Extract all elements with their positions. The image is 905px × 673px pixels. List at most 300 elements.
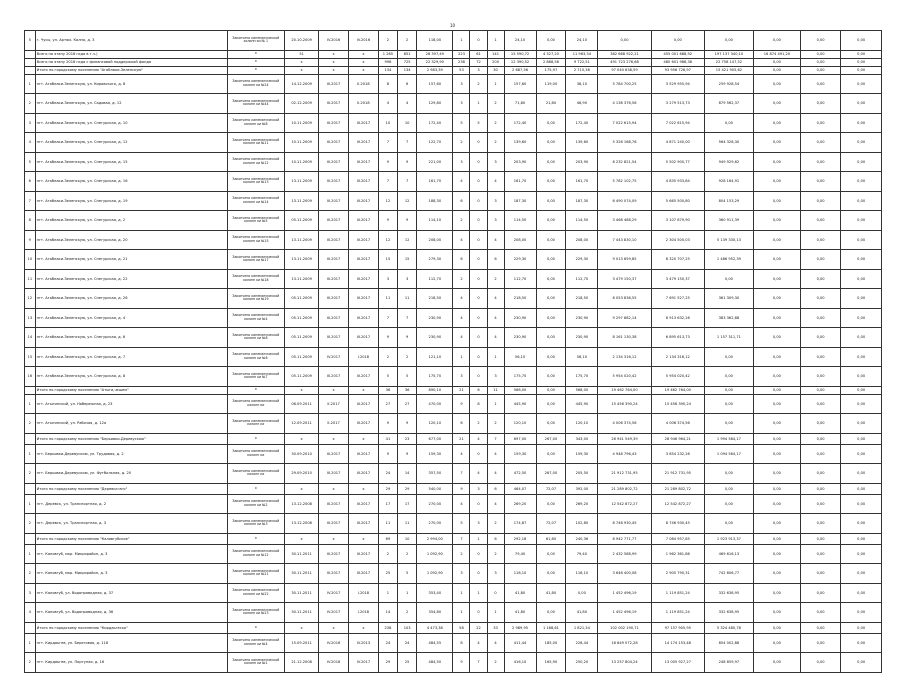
table-cell: 15 xyxy=(25,347,36,367)
table-cell: 2 xyxy=(25,653,36,673)
table-cell: III.2017 xyxy=(349,308,379,328)
table-cell: Закончено кинематической колонн ки xyxy=(227,464,285,484)
table-cell: 0,00 xyxy=(841,633,882,653)
table-cell: 0,00 xyxy=(536,289,566,309)
table-cell: 0,00 xyxy=(841,211,882,231)
table-cell: III.2017 xyxy=(319,230,349,250)
table-cell: 9 xyxy=(25,230,36,250)
table-cell: 455 001 688,92 xyxy=(651,50,704,58)
table-cell: 0,00 xyxy=(753,583,800,603)
table-cell: 21,80 xyxy=(536,94,566,114)
table-cell: х xyxy=(227,50,285,58)
table-cell: 0,00 xyxy=(536,603,566,623)
table-cell: пгт. Агаблаки-Зеленскую, ул. Снегурская, д. 21 xyxy=(35,250,227,270)
table-cell: 3 479 150,37 xyxy=(651,269,704,289)
table-cell: 114,50 xyxy=(504,211,536,231)
table-cell: 1 xyxy=(487,31,504,51)
table-cell: 0,00 xyxy=(800,328,841,348)
table-cell: 15 456 390,24 xyxy=(598,394,651,414)
table-cell: 491 723 276,68 xyxy=(598,58,651,66)
table-cell: 568,00 xyxy=(504,386,536,394)
table-cell: III.2017 xyxy=(319,494,349,514)
table-cell: 0,00 xyxy=(841,514,882,534)
table-cell: 0 xyxy=(470,564,487,584)
table-cell: 7 022 615,94 xyxy=(598,113,651,133)
table-cell: 0,00 xyxy=(841,31,882,51)
table-cell: III.2017 xyxy=(349,211,379,231)
table-cell: 9 013 659,85 xyxy=(598,250,651,270)
table-cell: 568,00 xyxy=(566,386,598,394)
table-cell: х xyxy=(319,66,349,74)
table-cell: 8 942 771,77 xyxy=(598,533,651,544)
table-cell: 4 136 376,56 xyxy=(598,94,651,114)
table-row xyxy=(25,414,882,434)
table-cell: 0,00 xyxy=(536,191,566,211)
table-cell: 6 xyxy=(25,172,36,192)
table-cell: 0,00 xyxy=(753,394,800,414)
table-cell: х xyxy=(285,386,319,394)
table-cell: 0,00 xyxy=(704,464,753,484)
table-cell: 0,00 xyxy=(841,74,882,94)
table-cell: 0,00 xyxy=(800,564,841,584)
table-cell: 13.11.2009 xyxy=(285,230,319,250)
table-cell: 2 xyxy=(487,113,504,133)
table-cell: пгт. Каловгуб, мкр. Микрорайон, д. 3 xyxy=(35,564,227,584)
table-row xyxy=(25,583,882,603)
table-cell: 472,50 xyxy=(504,464,536,484)
table-cell: 0,00 xyxy=(536,444,566,464)
table-cell: 0,00 xyxy=(753,494,800,514)
table-cell: 10 xyxy=(398,533,417,544)
table-cell: 1 265 xyxy=(378,50,397,58)
table-cell: 0,00 xyxy=(841,533,882,544)
table-cell: 33 xyxy=(487,622,504,633)
table-cell: 3 xyxy=(398,269,417,289)
table-cell: 0,00 xyxy=(704,386,753,394)
table-cell: IV.2017 xyxy=(319,347,349,367)
table-row xyxy=(25,514,882,534)
table-cell: 6 xyxy=(453,250,470,270)
table-cell: 1 092,90 xyxy=(417,544,453,564)
table-cell: 12 542 872,27 xyxy=(598,494,651,514)
subtotal-row xyxy=(25,622,882,633)
table-cell: 10 xyxy=(398,113,417,133)
table-cell: 0,00 xyxy=(800,172,841,192)
table-cell: пгт. Агаблаки-Зеленскую, ул. Снегурская, д. 20 xyxy=(35,230,227,250)
table-cell: 0,00 xyxy=(841,347,882,367)
subtotal-row xyxy=(25,58,882,66)
table-cell: 15 xyxy=(378,250,397,270)
table-cell xyxy=(25,622,36,633)
table-row xyxy=(25,394,882,414)
table-cell: 22 xyxy=(470,622,487,633)
table-cell: 5 139 330,13 xyxy=(704,230,753,250)
table-cell: 172,40 xyxy=(417,113,453,133)
table-cell: 0,00 xyxy=(753,94,800,114)
table-cell: г. Чусы, ул. Артюх. Кална, д. 3 xyxy=(35,31,227,51)
table-cell: Закончено кинематической колонн ки №15 xyxy=(227,230,285,250)
table-cell: 19 462 764,00 xyxy=(598,386,651,394)
table-cell: III.2017 xyxy=(349,414,379,434)
table-cell: 0,00 xyxy=(753,66,800,74)
table-cell: 15 590,72 xyxy=(504,50,536,58)
subtotal-row xyxy=(25,386,882,394)
table-cell: 05.11.2009 xyxy=(285,289,319,309)
table-cell: III.2017 xyxy=(319,113,349,133)
table-cell: 5 xyxy=(378,367,397,387)
table-cell: 2 xyxy=(487,414,504,434)
table-cell: х xyxy=(227,622,285,633)
table-cell: 0,00 xyxy=(536,544,566,564)
table-cell: 17 xyxy=(398,494,417,514)
table-cell xyxy=(25,433,36,444)
table-cell: 564 328,30 xyxy=(704,133,753,153)
table-cell: 1 xyxy=(25,444,36,464)
table-cell: 3 648 400,08 xyxy=(598,564,651,584)
table-cell: 4 xyxy=(378,94,397,114)
table-cell: Закончено кинематической колонн ки № 1 xyxy=(227,31,285,51)
table-cell: 3 xyxy=(487,191,504,211)
table-cell: 13.11.2009 xyxy=(285,250,319,270)
table-cell: 8 xyxy=(453,633,470,653)
table-cell: 30.11.2011 xyxy=(285,583,319,603)
table-cell: 30.11.2011 xyxy=(285,603,319,623)
table-cell: 0,00 xyxy=(841,622,882,633)
table-cell: 114,10 xyxy=(417,211,453,231)
table-cell: 229,30 xyxy=(566,250,598,270)
table-cell: х xyxy=(227,386,285,394)
table-cell: 8 232 821,54 xyxy=(598,152,651,172)
table-cell: 3 107 879,90 xyxy=(651,211,704,231)
table-cell: 71,80 xyxy=(504,94,536,114)
table-cell: 0,00 xyxy=(753,367,800,387)
table-cell: 3 xyxy=(470,66,487,74)
table-cell: х xyxy=(349,622,379,633)
table-cell: 2 xyxy=(398,347,417,367)
table-cell: 118,00 xyxy=(417,31,453,51)
table-cell: III.2017 xyxy=(319,367,349,387)
table-cell: Закончено кинематической колонн ки №3 xyxy=(227,514,285,534)
table-cell: Закончено кинематической колонн ки №6 xyxy=(227,347,285,367)
table-cell: 360 911,39 xyxy=(704,211,753,231)
table-row xyxy=(25,211,882,231)
table-cell: 174,87 xyxy=(504,514,536,534)
table-cell: 79,40 xyxy=(566,544,598,564)
table-cell: 248 859,97 xyxy=(704,653,753,673)
table-cell: 7 691 527,25 xyxy=(651,289,704,309)
table-cell: III.2017 xyxy=(349,113,379,133)
table-cell: 120,10 xyxy=(504,414,536,434)
table-cell: 0,00 xyxy=(753,464,800,484)
table-cell: 112,70 xyxy=(504,269,536,289)
table-cell: 27 xyxy=(378,394,397,414)
table-cell: 14 174 153,48 xyxy=(651,633,704,653)
table-cell: 0,00 xyxy=(841,653,882,673)
table-cell: 0,00 xyxy=(841,133,882,153)
table-cell: пгт. Берьовки-Деревускою, ул. Трудовая, д. 2 xyxy=(35,444,227,464)
table-cell: 0,00 xyxy=(753,74,800,94)
table-cell: 58 xyxy=(453,622,470,633)
table-cell: 0,00 xyxy=(841,230,882,250)
table-cell: 29.09.2010 xyxy=(285,464,319,484)
table-cell: 30.09.2010 xyxy=(285,444,319,464)
table-cell: х xyxy=(319,58,349,66)
table-cell: Закончено кинематической колонн ки №13 xyxy=(227,172,285,192)
table-cell: 6 xyxy=(470,386,487,394)
table-cell: 3 479 150,37 xyxy=(598,269,651,289)
table-cell: 1 452 496,19 xyxy=(598,603,651,623)
table-row xyxy=(25,289,882,309)
table-cell: 1 923 913,37 xyxy=(704,533,753,544)
table-cell: 21 xyxy=(453,433,470,444)
table-cell: 0 xyxy=(470,603,487,623)
table-cell: 51 xyxy=(285,50,319,58)
table-cell: 12.09.2011 xyxy=(285,414,319,434)
table-cell: IV.2017 xyxy=(319,603,349,623)
table-cell: 9 xyxy=(398,211,417,231)
table-cell: х xyxy=(349,533,379,544)
table-cell: 172,40 xyxy=(566,113,598,133)
table-cell: I.2018 xyxy=(349,347,379,367)
table-cell: 7 xyxy=(398,172,417,192)
table-cell: 139,60 xyxy=(504,133,536,153)
table-cell: пгт. Берьовки-Деревускою, ул. Футбольная, д. 20 xyxy=(35,464,227,484)
table-cell: III.2017 xyxy=(319,308,349,328)
table-cell: 141 xyxy=(487,50,504,58)
table-cell: III.2017 xyxy=(349,494,379,514)
table-cell: 36 xyxy=(398,386,417,394)
table-cell: 159,30 xyxy=(504,444,536,464)
table-cell: 139,60 xyxy=(566,133,598,153)
subtotal-row xyxy=(25,50,882,58)
table-cell: х xyxy=(227,66,285,74)
table-cell: 8 xyxy=(25,211,36,231)
table-cell: 172,40 xyxy=(504,113,536,133)
table-cell: Закончено кинематической колонн ки №17 xyxy=(227,250,285,270)
table-cell: 2 xyxy=(453,269,470,289)
table-cell: III.2017 xyxy=(349,230,379,250)
table-cell: 121,10 xyxy=(417,347,453,367)
table-cell: 3 468 488,29 xyxy=(598,211,651,231)
table-cell: 12 xyxy=(378,230,397,250)
table-cell: III.2017 xyxy=(349,328,379,348)
table-cell: 0,00 xyxy=(704,31,753,51)
table-cell: 0,00 xyxy=(800,230,841,250)
table-cell: 725 xyxy=(398,58,417,66)
table-cell: 134 xyxy=(398,66,417,74)
table-cell: 3 854 232,26 xyxy=(651,444,704,464)
table-cell: 7 xyxy=(378,172,397,192)
table-cell: 9 xyxy=(398,444,417,464)
table-cell: IV.2016 xyxy=(349,31,379,51)
table-cell: 175,97 xyxy=(536,66,566,74)
table-cell: х xyxy=(285,66,319,74)
table-cell: 0,00 xyxy=(753,347,800,367)
table-cell: III.2017 xyxy=(349,394,379,414)
table-cell: 12 390,52 xyxy=(504,58,536,66)
table-cell: 0,00 xyxy=(800,367,841,387)
table-cell: 4 xyxy=(453,308,470,328)
table-cell: 742 606,77 xyxy=(704,564,753,584)
table-cell: 0,00 xyxy=(800,152,841,172)
table-cell: 2 134 316,12 xyxy=(651,347,704,367)
table-cell: 0,00 xyxy=(704,367,753,387)
table-cell: 53 xyxy=(453,66,470,74)
table-cell: 0,00 xyxy=(800,50,841,58)
table-cell: 17 xyxy=(378,494,397,514)
table-cell: II.2018 xyxy=(349,94,379,114)
table-cell: 5 xyxy=(398,367,417,387)
table-cell: 1 xyxy=(487,394,504,414)
table-cell: 0,00 xyxy=(800,308,841,328)
table-cell: 4 xyxy=(487,494,504,514)
table-cell: III.2017 xyxy=(349,544,379,564)
table-row xyxy=(25,564,882,584)
table-cell: 9 xyxy=(398,414,417,434)
table-cell: 382 668 922,21 xyxy=(598,50,651,58)
table-cell: 1 xyxy=(453,347,470,367)
table-cell: х xyxy=(349,483,379,494)
table-cell: 56,10 xyxy=(566,347,598,367)
table-cell: 6 490 074,09 xyxy=(598,191,651,211)
table-cell: 200 xyxy=(487,58,504,66)
table-cell: 72,07 xyxy=(536,483,566,494)
table-cell: III.2017 xyxy=(319,444,349,464)
table-cell: 61,80 xyxy=(536,533,566,544)
table-cell: 20.10.2009 xyxy=(285,31,319,51)
table-row xyxy=(25,633,882,653)
table-cell: 16 874 491,20 xyxy=(753,50,800,58)
table-cell xyxy=(25,58,36,66)
table-cell: III.2017 xyxy=(319,464,349,484)
table-cell: 1 xyxy=(487,603,504,623)
table-cell: 223 xyxy=(453,50,470,58)
table-cell: 187,30 xyxy=(566,191,598,211)
table-cell: 0,00 xyxy=(841,289,882,309)
table-cell: 0,00 xyxy=(753,133,800,153)
table-cell: 21 912 731,95 xyxy=(598,464,651,484)
table-cell: 270,00 xyxy=(417,494,453,514)
table-cell: пгт. Агаблаки-Зеленскую, ул. Снегурская, д. 10 xyxy=(35,113,227,133)
table-cell: 0 xyxy=(470,230,487,250)
table-cell: х xyxy=(285,433,319,444)
table-cell: 0,00 xyxy=(800,603,841,623)
table-cell: 13 xyxy=(25,308,36,328)
table-cell: 30.11.2011 xyxy=(285,544,319,564)
table-cell: 11 xyxy=(378,289,397,309)
table-cell: 357,50 xyxy=(417,464,453,484)
table-cell: 2 xyxy=(487,94,504,114)
table-cell: х xyxy=(349,58,379,66)
table-row xyxy=(25,31,882,51)
table-cell: III.2017 xyxy=(349,367,379,387)
table-cell: 1 xyxy=(453,583,470,603)
table-cell: пгт. Деревск, ул. Транспортная, д. 2 xyxy=(35,494,227,514)
table-cell: 5 xyxy=(453,514,470,534)
table-row xyxy=(25,308,882,328)
table-cell: пгт. Атыгинский, ул. Набережная, д. 23 xyxy=(35,394,227,414)
table-cell: Закончено кинематической колонн ки №8 xyxy=(227,113,285,133)
table-cell: х xyxy=(319,433,349,444)
table-cell: 13.11.2009 xyxy=(285,269,319,289)
table-cell: Закончено кинематической колонн ки №1 xyxy=(227,653,285,673)
table-cell: Закончено кинематической колонн ки xyxy=(227,394,285,414)
table-cell: 0,00 xyxy=(753,191,800,211)
table-row xyxy=(25,191,882,211)
table-cell: 0 xyxy=(470,328,487,348)
table-cell: 0,00 xyxy=(753,514,800,534)
table-cell: 0,00 xyxy=(753,31,800,51)
table-cell: Закончено кинематической колонн ки №6 xyxy=(227,328,285,348)
table-cell: 2 304 500,03 xyxy=(651,230,704,250)
table-cell: 0,00 xyxy=(651,31,704,51)
table-cell: Закончено кинематической колонн ки №4 xyxy=(227,308,285,328)
table-cell: 0,00 xyxy=(753,152,800,172)
table-cell: 2 994,00 xyxy=(417,533,453,544)
table-cell: 0,00 xyxy=(536,172,566,192)
table-cell: 2 xyxy=(398,603,417,623)
table-cell: 677,00 xyxy=(417,433,453,444)
table-cell: Закончено кинематической колонн ки xyxy=(227,444,285,464)
table-cell: 230,90 xyxy=(566,328,598,348)
table-cell: 1 xyxy=(453,31,470,51)
table-cell: 02.12.2009 xyxy=(285,94,319,114)
table-cell: 484,55 xyxy=(417,633,453,653)
table-cell: 230,90 xyxy=(504,308,536,328)
table-cell: III.2017 xyxy=(319,211,349,231)
table-cell: 0 xyxy=(470,494,487,514)
table-cell: 0,00 xyxy=(800,133,841,153)
table-cell: 8 746 930,45 xyxy=(651,514,704,534)
table-cell: х xyxy=(319,386,349,394)
table-cell: 0,00 xyxy=(800,444,841,464)
table-cell: 112,70 xyxy=(417,269,453,289)
table-cell: 3 279 513,73 xyxy=(651,94,704,114)
table-cell: 0,00 xyxy=(841,152,882,172)
table-cell: 3 xyxy=(487,152,504,172)
table-cell: II.2017 xyxy=(319,394,349,414)
table-cell: 15 421 905,62 xyxy=(704,66,753,74)
table-cell: 949 929,62 xyxy=(704,152,753,172)
table-cell: 0,00 xyxy=(800,58,841,66)
table-cell: 4 xyxy=(487,633,504,653)
table-cell: IV.2013 xyxy=(349,633,379,653)
table-cell: 0,00 xyxy=(800,483,841,494)
table-cell: Всего по этапу 2016 года с финансовой поддержкой фонда xyxy=(35,58,227,66)
table-cell: 383 362,88 xyxy=(704,308,753,328)
table-cell: Всего по этапу 2016 года в т.ч.) xyxy=(35,50,227,58)
table-cell: 0,00 xyxy=(753,269,800,289)
table-cell: 0,00 xyxy=(800,622,841,633)
table-cell: 238 xyxy=(378,622,397,633)
table-cell: 93 956 726,97 xyxy=(651,66,704,74)
table-cell: III.2017 xyxy=(349,269,379,289)
table-cell: 0,00 xyxy=(800,414,841,434)
table-cell: 0,00 xyxy=(536,269,566,289)
table-cell: 0,00 xyxy=(753,211,800,231)
table-cell: 97 040 638,59 xyxy=(598,66,651,74)
table-cell: 0,00 xyxy=(753,113,800,133)
table-cell: 4 006 374,56 xyxy=(651,414,704,434)
table-cell: 4 948 796,43 xyxy=(598,444,651,464)
table-cell: х xyxy=(319,622,349,633)
table-cell: 0 xyxy=(470,152,487,172)
table-cell: 2 989,95 xyxy=(504,622,536,633)
table-cell: 1 168,61 xyxy=(536,622,566,633)
table-cell: 445,90 xyxy=(504,394,536,414)
table-cell: IV.2016 xyxy=(319,653,349,673)
table-cell: IV.2017 xyxy=(349,653,379,673)
